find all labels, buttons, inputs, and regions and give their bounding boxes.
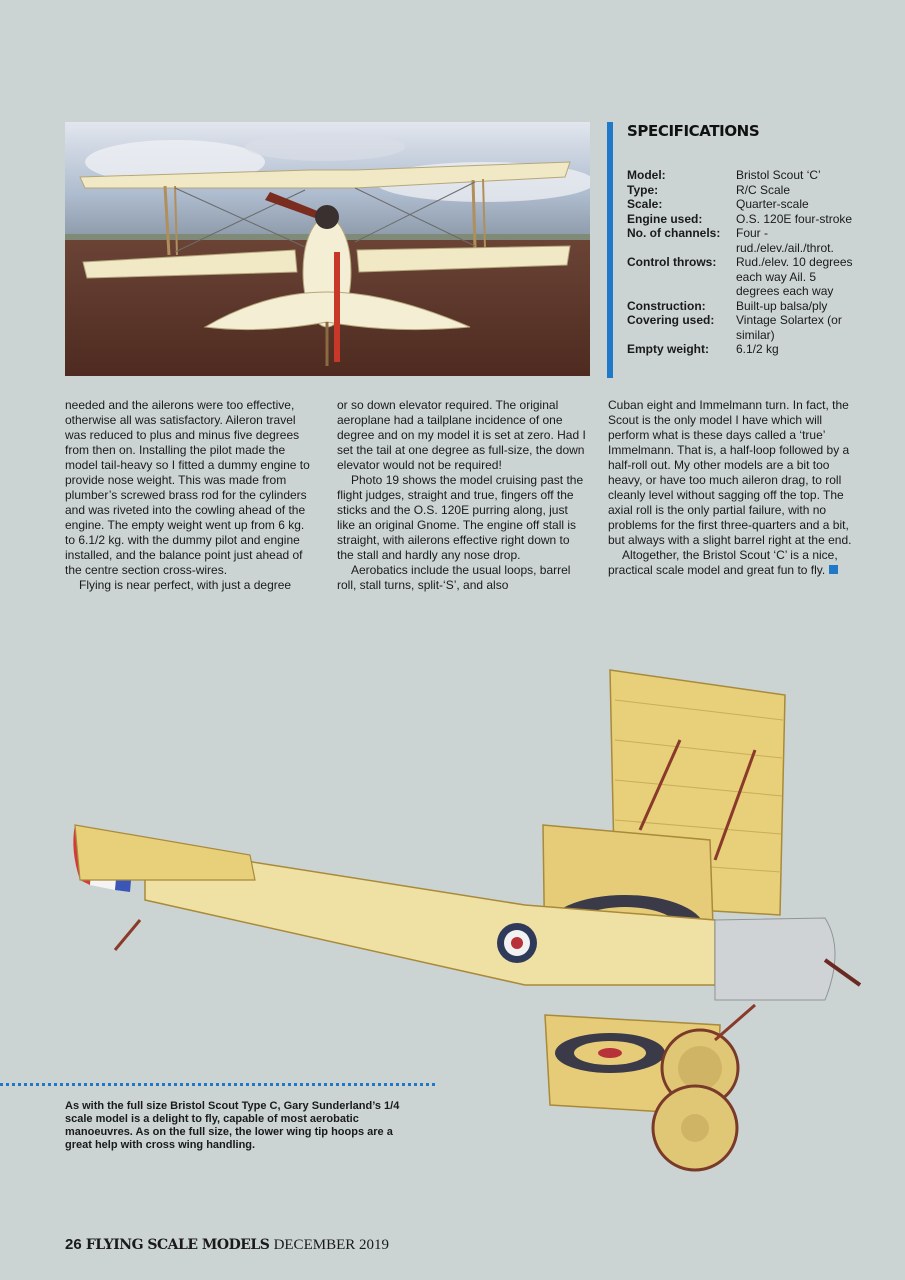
spec-label: Scale: [627,197,663,211]
article-column-3 [608,398,860,578]
spec-row-engine [627,212,862,227]
article-paragraph: Cuban eight and Immelmann turn. In fact, the Scout is the only model I have which will perform what is these days called a ‘true’ Immelmann. That is, a half-loop followed by a half-roll out. My other models are a bit too heavy, or have too much aileron drag, to roll cleanly level without sagging off the top. The axial roll is the only partial failure, with no problems for the first three-quarters and a bit, but always with a slight barrel right at the end. [608,398,852,547]
article-paragraph: Photo 19 shows the model cruising past the flight judges, straight and true, fingers off the sticks and the O.S. 120E purring along, just like an original Gnome. The engine off stall is straight, with ailerons effective right down to the stall and hardly any nose drop. [337,473,584,562]
spec-row-empty-weight [627,342,862,357]
article-paragraph: Flying is near perfect, with just a degree [79,578,292,592]
issue-date: DECEMBER 2019 [273,1237,389,1253]
article-paragraph: needed and the ailerons were too effective, otherwise all was satisfactory. Aileron travel was reduced to plus and minus five degrees from then on. Installing the pilot made the model tail-heavy so I fitted a dummy engine to provide nose weight. This was made from plumber’s screwed brass rod for the cylinders and was riveted into the cowling ahead of the engine. The empty weight went up from 6 kg. to 6.1/2 kg. with the dummy pilot and engine installed, and the balance point just ahead of the centre section cross-wires. [65,398,310,577]
spec-label: Model: [627,168,666,182]
magazine-title: FLYING SCALE MODELS [85,1237,270,1253]
spec-row-covering [627,313,862,342]
spec-value: Built-up balsa/ply [736,298,828,313]
spec-row-model [627,168,862,183]
specifications-accent-bar [607,122,613,378]
biplane-ground-photo [65,122,590,376]
spec-value: Bristol Scout ‘C’ [736,168,821,182]
biplane-flight-illustration [55,640,885,1180]
spec-value: R/C Scale [736,182,791,197]
photo-caption: As with the full size Bristol Scout Type C, Gary Sunderland’s 1/4 scale model is a delight to fly, capable of most aerobatic manoeuvres. As on the full size, the lower wing tip hoops are a great help with cross wing handling. [65,1100,400,1151]
biplane-flight-photo [55,640,885,1180]
spec-row-control-throws [627,255,862,299]
article-paragraph: Aerobatics include the usual loops, barrel roll, stall turns, split-‘S’, and also [337,563,571,592]
biplane-ground-illustration [65,122,590,376]
caption-divider [0,1083,435,1086]
article-paragraph-final [608,548,860,578]
page-number: 26 [65,1236,82,1253]
spec-value: Rud./elev. 10 degrees each way Ail. 5 degrees each way [736,255,853,298]
specifications-table [627,168,862,357]
spec-row-type [627,183,862,198]
spec-label: No. of channels: [627,226,721,240]
article-column-2 [337,398,589,593]
specifications-heading: SPECIFICATIONS [627,122,760,140]
spec-value: O.S. 120E four-stroke [736,211,853,226]
page-footer [65,1236,389,1254]
spec-label: Empty weight: [627,342,710,356]
specifications-box [607,122,859,378]
spec-value: Quarter-scale [736,197,809,211]
spec-value: 6.1/2 kg [736,342,779,356]
spec-row-scale [627,197,862,212]
spec-label: Type: [627,182,659,197]
spec-label: Engine used: [627,211,703,226]
article-paragraph: or so down elevator required. The original aeroplane had a tailplane incidence of one degree and on my model it is set at zero. Had I set the tail at one degree as full-size, the down elevator would not be required! [337,398,586,472]
spec-value: Four - rud./elev./ail./throt. [736,226,834,255]
article-final-text: Altogether, the Bristol Scout ‘C’ is a nice, practical scale model and great fun to fly. [608,548,838,577]
spec-label: Control throws: [627,255,717,269]
spec-label: Covering used: [627,313,715,327]
article-column-1 [65,398,317,593]
spec-row-channels [627,226,862,255]
spec-value: Vintage Solartex (or similar) [736,313,842,342]
spec-label: Construction: [627,298,706,313]
spec-row-construction [627,299,862,314]
end-mark-icon [829,565,838,574]
